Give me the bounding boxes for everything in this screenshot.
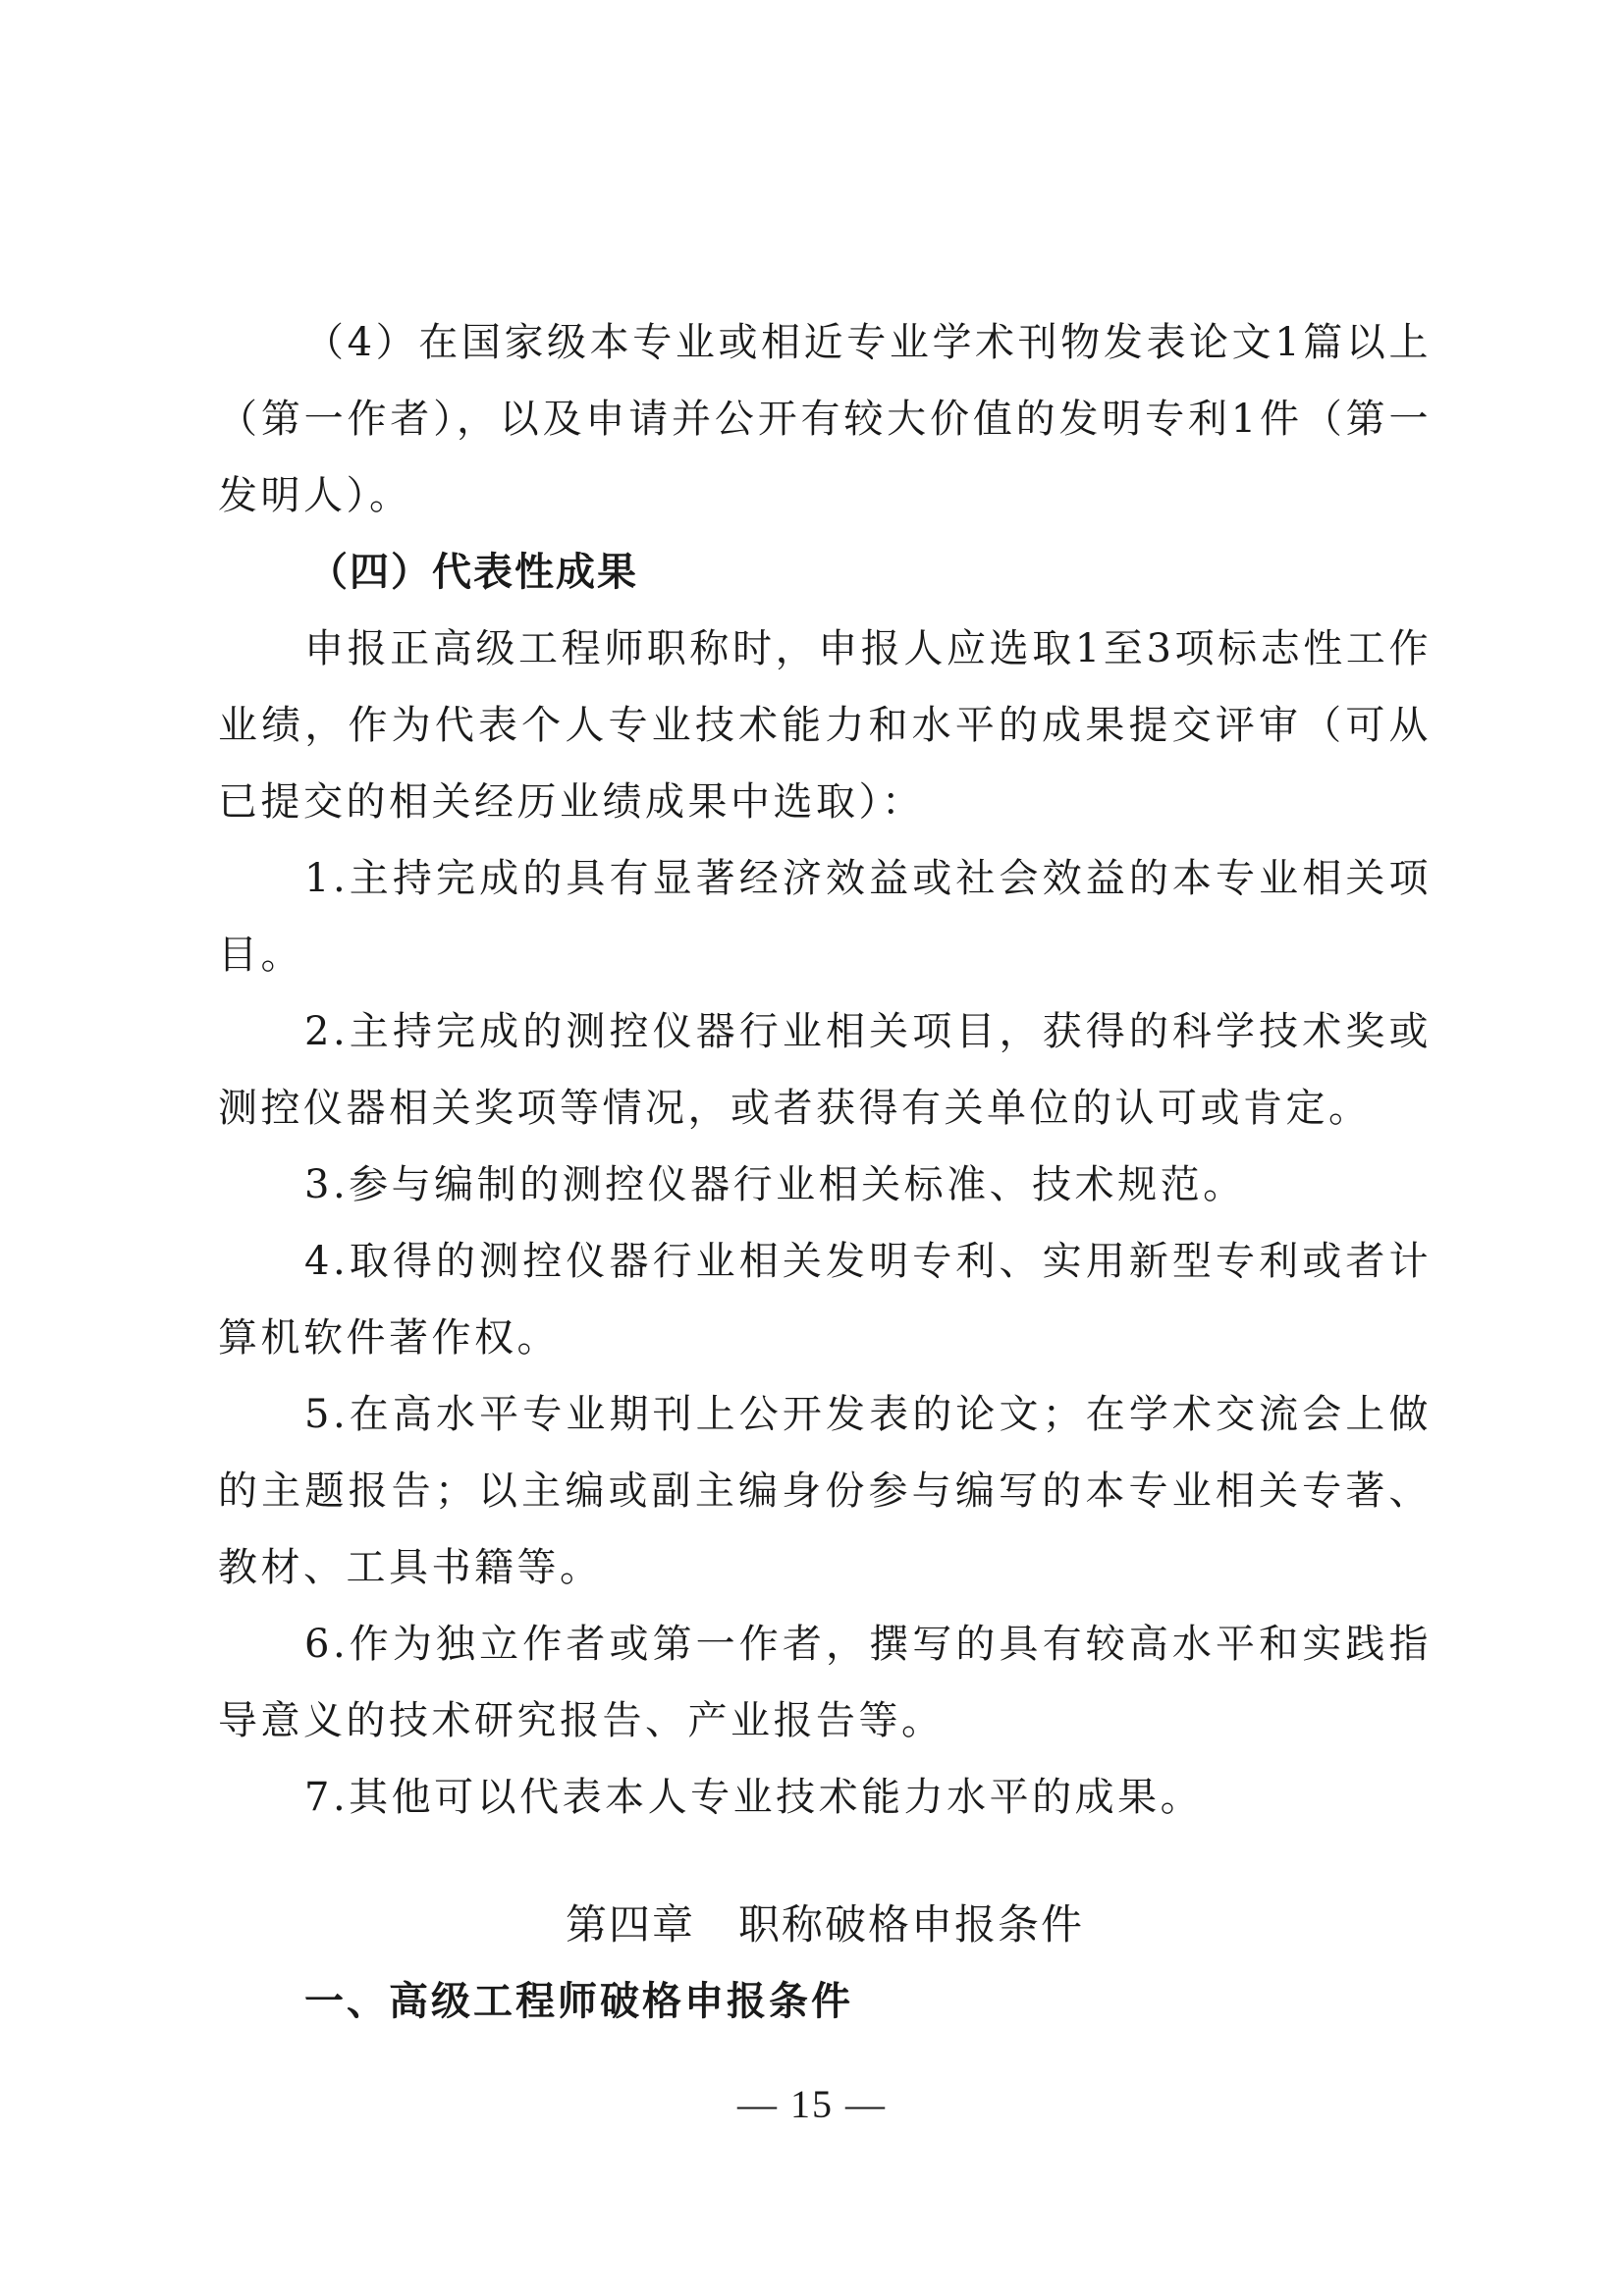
list-item-2: 2.主持完成的测控仪器行业相关项目，获得的科学技术奖或测控仪器相关奖项等情况，或者获得有关单位的认可或肯定。 [218,1009,1432,1131]
list-item-5: 5.在高水平专业期刊上公开发表的论文；在学术交流会上做的主题报告；以主编或副主编身份参与编写的本专业相关专著、教材、工具书籍等。 [218,1392,1432,1590]
page-number: — 15 — [737,2082,887,2126]
section-title: 一、高级工程师破格申报条件 [304,1978,853,2024]
list-item-4: 4.取得的测控仪器行业相关发明专利、实用新型专利或者计算机软件著作权。 [218,1239,1432,1361]
list-item-6: 6.作为独立作者或第一作者，撰写的具有较高水平和实践指导意义的技术研究报告、产业报告等。 [218,1622,1432,1743]
paragraph-condition-4: （4）在国家级本专业或相近专业学术刊物发表论文1篇以上（第一作者），以及申请并公开有较大价值的发明专利1件（第一发明人）。 [218,320,1432,518]
list-item-7: 7.其他可以代表本人专业技术能力水平的成果。 [304,1775,1204,1820]
chapter-spacer [218,1836,1432,1887]
paragraph-intro: 申报正高级工程师职称时，申报人应选取1至3项标志性工作业绩，作为代表个人专业技术能力和水平的成果提交评审（可从已提交的相关经历业绩成果中选取）： [218,626,1432,825]
subheading-representative-results: （四）代表性成果 [308,550,638,595]
chapter-title: 第四章 职称破格申报条件 [565,1900,1084,1949]
list-item-3: 3.参与编制的测控仪器行业相关标准、技术规范。 [304,1162,1246,1207]
document-body [218,304,1432,2040]
list-item-1: 1.主持完成的具有显著经济效益或社会效益的本专业相关项目。 [218,856,1432,978]
